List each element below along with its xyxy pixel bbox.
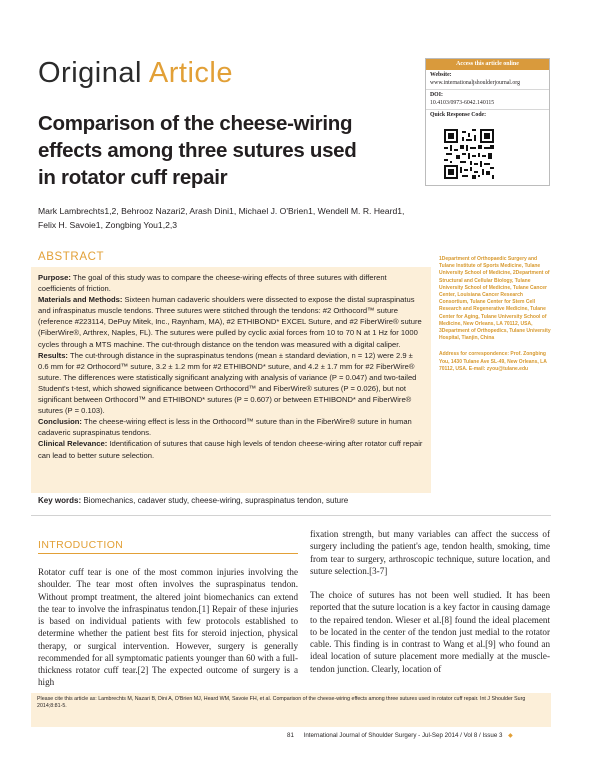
website-row xyxy=(426,70,549,90)
author-list: Mark Lambrechts1,2, Behrooz Nazari2, Arash Dini1, Michael J. O'Brien1, Wendell M. R. Heard1, Felix H. Savoie1, Zongbing You1,2,3 xyxy=(38,206,405,230)
keywords-label: Key words: xyxy=(38,496,82,505)
page-footer xyxy=(287,732,552,739)
divider xyxy=(31,515,551,516)
citation-box: Please cite this article as: Lambrechts M, Nazari B, Dini A, O'Brien MJ, Heard WM, Savoie FH, et al. Comparison of the cheese-wiring effects among three sutures used in rotator cuff repair. Int J Shoulder Surg 2014;8:81-5. xyxy=(31,693,551,727)
keywords-text: Biomechanics, cadaver study, cheese-wiring, supraspinatus tendon, suture xyxy=(83,496,349,505)
intro-heading: INTRODUCTION xyxy=(38,539,124,551)
article-type xyxy=(38,57,233,90)
abstract-methods: Materials and Methods: Sixteen human cadaveric shoulders were dissected to expose the distal supraspinatus and infraspinatus muscle tendons. Three sutures were stitched through the tendons: #2 Orthocord™ suture (reference #223114, DePuy Mitek, Inc., Raynham, MA), #2 ETHIBOND* EXCEL Suture, and #2 FiberWire® suture (FiberWire®, Arthrex, Naples, FL). The sutures were pulled by cyclic axial forces from 10 to 70 N at 1 Hz for 1000 cycles through a MTS machine. The cut-through distance on the tendon was measured with a digital caliper. xyxy=(38,295,422,349)
journal-info: International Journal of Shoulder Surgery - Jul-Sep 2014 / Vol 8 / Issue 3 xyxy=(303,732,503,739)
qr-code-icon xyxy=(444,129,494,179)
qr-label: Quick Response Code: xyxy=(430,112,487,118)
intro-underline xyxy=(38,553,298,554)
access-heading: Access this article online xyxy=(426,59,549,70)
affiliations xyxy=(439,256,551,382)
abstract-results: Results: The cut-through distance in the supraspinatus tendons (mean ± standard deviation, n = 12) were 2.9 ± 0.6 mm for #2 Orthocord™ suture, 3.2 ± 1.2 mm for #2 ETHIBOND* suture, and 4.2 ± 1.7 mm for #2 FiberWire® suture. The differences were statistically significant analyzing with analysis of variance (P = 0.047) and two-tailed Student's t-test, which showed significance between Orthocord™ and FiberWire® sutures (P = 0.026), but not significant between Orthocord™ and ETHIBOND* sutures (P = 0.607) or between ETHIBOND* and FiberWire® sutures (P = 0.103). xyxy=(38,350,417,416)
article-title: Comparison of the cheese-wiring effects among three sutures used in rotator cuff repair xyxy=(38,112,357,189)
abstract-purpose: Purpose: The goal of this study was to compare the cheese-wiring effects of three sutures with different coefficients of friction. xyxy=(38,273,387,294)
website-link[interactable]: www.internationaljshoulderjournal.org xyxy=(430,79,520,86)
article-type-word2: Article xyxy=(148,57,233,89)
affiliation-text: 1Department of Orthopaedic Surgery and Tulane Institute of Sports Medicine, Tulane University School of Medicine, 2Department of Structural and Cellular Biology, Tulane University School of Medicine, Tulane Cancer Center, Louisiana Cancer Research Consortium, Tulane Center for Stem Cell Research and Regenerative Medicine, Tulane Center for Aging, Tulane University School of Medicine, New Orleans, LA 70112, USA, 3Department of Orthopedics, Tulane University Hospital, Tianjin, China xyxy=(439,256,551,342)
abstract-heading: ABSTRACT xyxy=(38,251,105,263)
keywords xyxy=(38,495,518,507)
intro-column-1: Rotator cuff tear is one of the most common injuries involving the shoulder. The tear most often involves the supraspinatus tendon. Without prompt treatment, the altered joint biomechanics can extend the tear to involve the infraspinatus tendon.[1] Repair of these injuries is based on individual patients with few protocols established to determine whether the patient best fits for steroid injection, physical therapy, or surgical intervention. However, surgery is generally recommended for all symptomatic patients younger than 60 with a full-thickness rotator cuff tear.[2] The expected outcome of surgery is a high xyxy=(38,567,298,688)
doi-row xyxy=(426,90,549,110)
intro-paragraph-b: The choice of sutures has not been well studied. It has been reported that the suture location is a key factor in causing damage to the repaired tendon. Wieser et al.[8] found the ideal placement to be located in the center of the tendon just medial to the rotator cable. This finding is in contrast to Wang et al.[9] who found an ideal location of suture placement more medially at the muscle-tendon junction. Clearly, location of xyxy=(310,590,550,674)
abstract-relevance: Clinical Relevance: Identification of sutures that cause high levels of tendon cheese-wiring after rotator cuff repair can lead to better suture selection. xyxy=(38,439,423,460)
intro-paragraph-a: fixation strength, but many variables can affect the success of surgery including the patient's age, tendon health, smoking, time from tear to surgery, arthroscopic technique, suture location, and suture selection.[3-7] xyxy=(310,529,550,576)
doi-value[interactable]: 10.4103/0973-6042.140115 xyxy=(430,99,495,106)
intro-column-2 xyxy=(310,528,550,675)
doi-label: DOI: xyxy=(430,92,443,98)
correspondence-text: Address for correspondence: Prof. Zongbing You, 1430 Tulane Ave SL-49, New Orleans, LA 70112, USA. E-mail: zyou@tulane.edu xyxy=(439,351,547,372)
qr-row xyxy=(426,110,549,122)
abstract-box xyxy=(31,267,431,493)
diamond-icon: ◆ xyxy=(508,732,513,739)
access-online-box xyxy=(425,58,550,186)
page-number: 81 xyxy=(287,732,294,739)
website-label: Website: xyxy=(430,72,452,78)
abstract-conclusion: Conclusion: The cheese-wiring effect is less in the Orthocord™ suture than in the FiberWire® suture in human cadaveric supraspinatus tendons. xyxy=(38,417,412,438)
article-type-word1: Original xyxy=(38,57,142,89)
